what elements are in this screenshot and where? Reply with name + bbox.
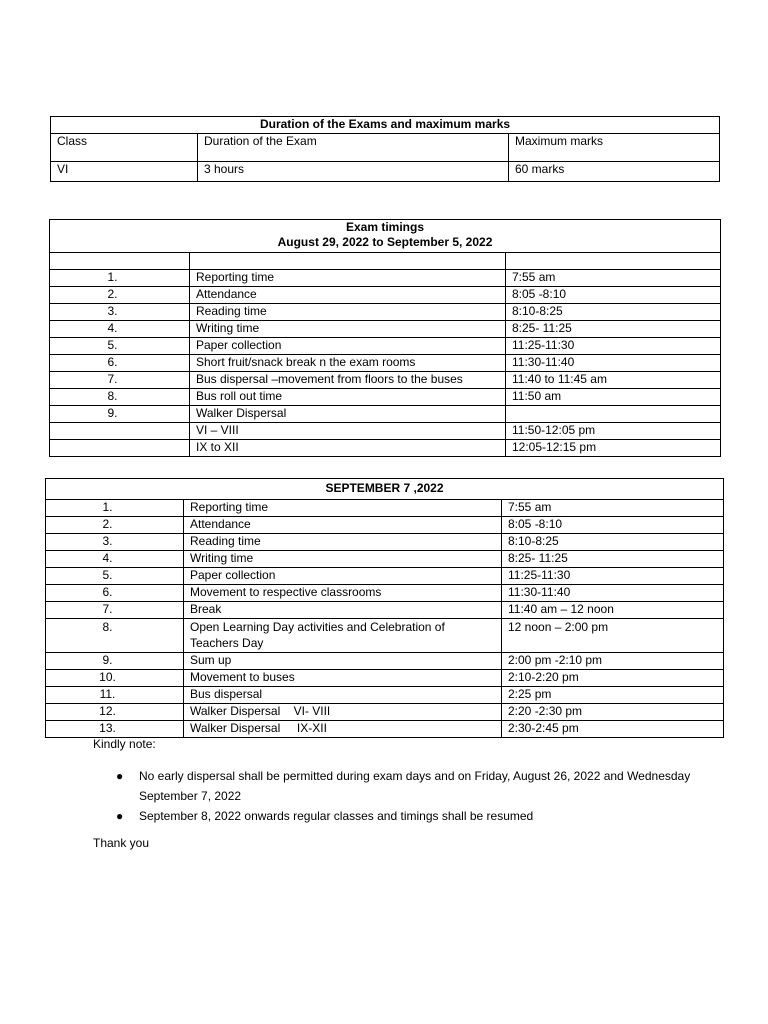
row-time: 2:10-2:20 pm <box>502 670 724 687</box>
row-number: 4. <box>46 551 184 568</box>
table-row <box>46 500 724 517</box>
row-number: 8. <box>50 389 190 406</box>
table-row <box>50 338 721 355</box>
row-number: 13. <box>46 721 184 738</box>
table-row <box>46 704 724 721</box>
header-duration: Duration of the Exam <box>198 134 509 162</box>
row-time: 2:25 pm <box>502 687 724 704</box>
row-activity: VI – VIII <box>190 423 506 440</box>
note-text: No early dispersal shall be permitted during exam days and on Friday, August 26, 2022 and Wednesday September 7, 2022 <box>139 769 691 803</box>
table-row <box>46 721 724 738</box>
notes-list <box>93 766 693 826</box>
row-number: 1. <box>46 500 184 517</box>
exam-duration-table <box>50 116 720 182</box>
september-7-title: SEPTEMBER 7 ,2022 <box>46 479 724 500</box>
row-time: 11:50-12:05 pm <box>506 423 721 440</box>
header-class: Class <box>51 134 198 162</box>
row-activity: Paper collection <box>184 568 502 585</box>
table-row <box>50 440 721 457</box>
row-activity: Walker Dispersal IX-XII <box>184 721 502 738</box>
row-activity: Reading time <box>184 534 502 551</box>
header-max-marks: Maximum marks <box>509 134 720 162</box>
row-number: 5. <box>46 568 184 585</box>
row-activity: Short fruit/snack break n the exam rooms <box>190 355 506 372</box>
row-number: 9. <box>50 406 190 423</box>
row-activity: Attendance <box>184 517 502 534</box>
row-activity: Bus roll out time <box>190 389 506 406</box>
row-time: 11:40 to 11:45 am <box>506 372 721 389</box>
row-activity: Bus dispersal <box>184 687 502 704</box>
row-activity: Paper collection <box>190 338 506 355</box>
row-activity: Writing time <box>184 551 502 568</box>
row-number: 2. <box>46 517 184 534</box>
row-time: 12 noon – 2:00 pm <box>502 619 724 653</box>
row-activity: Open Learning Day activities and Celebration of Teachers Day <box>184 619 502 653</box>
row-activity: Movement to buses <box>184 670 502 687</box>
list-item <box>116 766 693 806</box>
row-time: 11:50 am <box>506 389 721 406</box>
table-row <box>50 304 721 321</box>
row-number: 10. <box>46 670 184 687</box>
exam-timings-title <box>50 220 721 253</box>
table-row <box>46 653 724 670</box>
table-row <box>46 670 724 687</box>
row-time: 11:30-11:40 <box>502 585 724 602</box>
list-item <box>116 806 693 826</box>
row-time: 7:55 am <box>506 270 721 287</box>
notes-section <box>93 737 693 826</box>
table-row <box>46 534 724 551</box>
row-time <box>506 406 721 423</box>
row-time: 8:10-8:25 <box>506 304 721 321</box>
row-activity: Movement to respective classrooms <box>184 585 502 602</box>
row-number: 1. <box>50 270 190 287</box>
row-number: 7. <box>50 372 190 389</box>
row-number: 6. <box>50 355 190 372</box>
table-row <box>46 585 724 602</box>
row-time: 8:10-8:25 <box>502 534 724 551</box>
table-row <box>50 270 721 287</box>
table-row <box>46 687 724 704</box>
row-number <box>50 440 190 457</box>
row-time: 11:25-11:30 <box>506 338 721 355</box>
row-activity: Walker Dispersal <box>190 406 506 423</box>
exam-timings-table <box>49 219 721 457</box>
empty-cell <box>190 253 506 270</box>
table-row <box>46 517 724 534</box>
row-time: 2:30-2:45 pm <box>502 721 724 738</box>
row-time: 8:05 -8:10 <box>506 287 721 304</box>
exam-duration-title: Duration of the Exams and maximum marks <box>51 117 720 134</box>
row-activity: Writing time <box>190 321 506 338</box>
row-activity: Reading time <box>190 304 506 321</box>
exam-timings-title-line1: Exam timings <box>345 220 425 234</box>
notes-title: Kindly note: <box>93 737 156 751</box>
table-row <box>46 602 724 619</box>
row-activity: IX to XII <box>190 440 506 457</box>
empty-cell <box>50 253 190 270</box>
row-number: 12. <box>46 704 184 721</box>
september-7-table <box>45 478 724 738</box>
empty-cell <box>506 253 721 270</box>
row-number <box>50 423 190 440</box>
table-row <box>50 423 721 440</box>
row-time: 12:05-12:15 pm <box>506 440 721 457</box>
note-text: September 8, 2022 onwards regular classes and timings shall be resumed <box>139 809 534 823</box>
row-number: 9. <box>46 653 184 670</box>
table-row <box>50 355 721 372</box>
bullet-icon: ● <box>116 809 124 823</box>
row-time: 2:20 -2:30 pm <box>502 704 724 721</box>
row-time: 7:55 am <box>502 500 724 517</box>
table-row <box>50 372 721 389</box>
row-number: 11. <box>46 687 184 704</box>
row-time: 11:40 am – 12 noon <box>502 602 724 619</box>
closing-text: Thank you <box>93 836 150 850</box>
row-number: 6. <box>46 585 184 602</box>
row-time: 8:05 -8:10 <box>502 517 724 534</box>
table-row <box>50 389 721 406</box>
row-number: 4. <box>50 321 190 338</box>
row-number: 3. <box>46 534 184 551</box>
row-activity: Attendance <box>190 287 506 304</box>
table-row <box>46 619 724 653</box>
exam-timings-title-line2: August 29, 2022 to September 5, 2022 <box>277 235 493 249</box>
row-number: 2. <box>50 287 190 304</box>
row-time: 8:25- 11:25 <box>506 321 721 338</box>
row-time: 11:25-11:30 <box>502 568 724 585</box>
cell-class: VI <box>51 162 198 182</box>
row-number: 3. <box>50 304 190 321</box>
row-activity: Reporting time <box>190 270 506 287</box>
table-row <box>46 568 724 585</box>
row-activity: Bus dispersal –movement from floors to the buses <box>190 372 506 389</box>
table-row <box>50 287 721 304</box>
cell-duration: 3 hours <box>198 162 509 182</box>
row-activity: Reporting time <box>184 500 502 517</box>
row-activity: Walker Dispersal VI- VIII <box>184 704 502 721</box>
table-row <box>50 321 721 338</box>
table-row <box>50 406 721 423</box>
row-number: 7. <box>46 602 184 619</box>
row-activity: Sum up <box>184 653 502 670</box>
row-number: 5. <box>50 338 190 355</box>
row-number: 8. <box>46 619 184 653</box>
row-time: 8:25- 11:25 <box>502 551 724 568</box>
row-activity: Break <box>184 602 502 619</box>
bullet-icon: ● <box>116 769 124 783</box>
row-time: 11:30-11:40 <box>506 355 721 372</box>
row-time: 2:00 pm -2:10 pm <box>502 653 724 670</box>
cell-max-marks: 60 marks <box>509 162 720 182</box>
table-row <box>46 551 724 568</box>
